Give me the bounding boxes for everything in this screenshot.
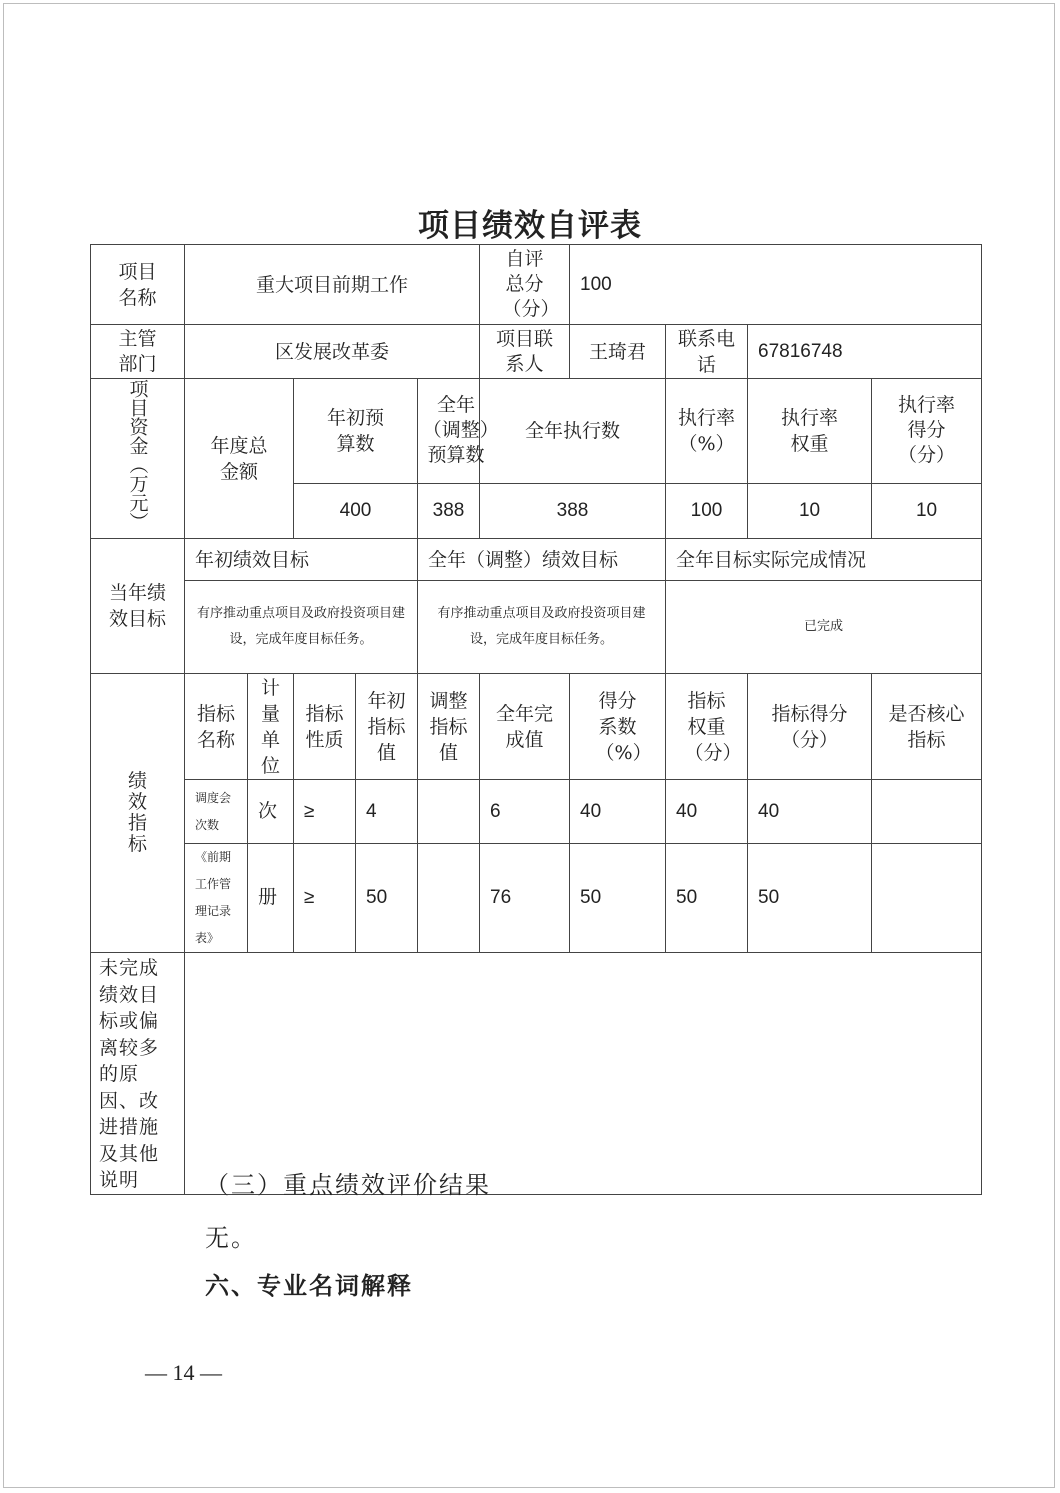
funds-rate-value: 100 <box>666 483 748 538</box>
ind-row-nature: ≥ <box>294 844 356 953</box>
funds-rate-header: 执行率（%） <box>666 379 748 484</box>
contact-name: 王琦君 <box>570 325 666 379</box>
notes-content <box>185 953 982 1195</box>
ind-row-adjusted <box>418 844 480 953</box>
ind-header-score: 指标得分（分） <box>748 674 872 780</box>
table-title: 项目绩效自评表 <box>418 208 642 244</box>
table-row <box>91 780 982 844</box>
ind-header-weight: 指标权重（分） <box>666 674 748 780</box>
ind-header-initial: 年初指标值 <box>356 674 418 780</box>
indicators-label: 绩效指标 <box>91 674 185 953</box>
ind-row-nature: ≥ <box>294 780 356 844</box>
goals-initial-text: 有序推动重点项目及政府投资项目建设，完成年度目标任务。 <box>185 581 418 674</box>
ind-row-score: 50 <box>748 844 872 953</box>
funds-score-header: 执行率得分（分） <box>872 379 982 484</box>
section-3-body: 无。 <box>205 1224 257 1252</box>
total-score: 100 <box>570 245 982 325</box>
phone-label: 联系电话 <box>666 325 748 379</box>
goals-label: 当年绩效目标 <box>91 539 185 674</box>
section-heading-3: （三）重点绩效评价结果 <box>205 1171 491 1199</box>
ind-row-initial: 50 <box>356 844 418 953</box>
ind-header-core: 是否核心指标 <box>872 674 982 780</box>
score-label: 自评总分（分） <box>480 245 570 325</box>
page-number: — 14 — <box>145 1360 222 1385</box>
dept-name: 区发展改革委 <box>185 325 480 379</box>
ind-row-actual: 6 <box>480 780 570 844</box>
funds-score-value: 10 <box>872 483 982 538</box>
goals-actual-text: 已完成 <box>666 581 982 674</box>
goals-adjusted-header: 全年（调整）绩效目标 <box>418 539 666 581</box>
ind-header-nature: 指标性质 <box>294 674 356 780</box>
ind-row-core <box>872 780 982 844</box>
phone-number: 67816748 <box>748 325 982 379</box>
funds-total-label: 年度总金额 <box>185 379 294 539</box>
ind-row-core <box>872 844 982 953</box>
funds-weight-header: 执行率权重 <box>748 379 872 484</box>
funds-adjusted-value: 388 <box>418 483 480 538</box>
ind-row-coef: 40 <box>570 780 666 844</box>
goals-adjusted-text: 有序推动重点项目及政府投资项目建设，完成年度目标任务。 <box>418 581 666 674</box>
ind-row-name: 《前期工作管理记录表》 <box>185 844 248 953</box>
funds-initial-header: 年初预算数 <box>294 379 418 484</box>
ind-header-adjusted: 调整指标值 <box>418 674 480 780</box>
ind-row-name: 调度会次数 <box>185 780 248 844</box>
project-name-label: 项目名称 <box>91 245 185 325</box>
contact-label: 项目联系人 <box>480 325 570 379</box>
ind-row-actual: 76 <box>480 844 570 953</box>
dept-label: 主管部门 <box>91 325 185 379</box>
funds-executed-header: 全年执行数 <box>480 379 666 484</box>
ind-row-weight: 50 <box>666 844 748 953</box>
ind-row-initial: 4 <box>356 780 418 844</box>
ind-header-name: 指标名称 <box>185 674 248 780</box>
ind-row-adjusted <box>418 780 480 844</box>
funds-adjusted-header: 全年（调整）预算数 <box>418 379 480 484</box>
section-heading-6: 六、专业名词解释 <box>205 1272 413 1300</box>
funds-initial-value: 400 <box>294 483 418 538</box>
funds-label: 项目资金（万元） <box>91 379 185 539</box>
ind-row-score: 40 <box>748 780 872 844</box>
ind-row-unit: 次 <box>248 780 294 844</box>
funds-executed-value: 388 <box>480 483 666 538</box>
table-row <box>91 844 982 953</box>
ind-row-unit: 册 <box>248 844 294 953</box>
notes-label: 未完成绩效目标或偏离较多的原因、改进措施及其他说明 <box>91 953 185 1195</box>
goals-actual-header: 全年目标实际完成情况 <box>666 539 982 581</box>
funds-weight-value: 10 <box>748 483 872 538</box>
ind-header-coef: 得分系数（%） <box>570 674 666 780</box>
project-name: 重大项目前期工作 <box>185 245 480 325</box>
goals-initial-header: 年初绩效目标 <box>185 539 418 581</box>
evaluation-table <box>90 244 982 1195</box>
ind-row-weight: 40 <box>666 780 748 844</box>
ind-row-coef: 50 <box>570 844 666 953</box>
ind-header-unit: 计量单位 <box>248 674 294 780</box>
ind-header-actual: 全年完成值 <box>480 674 570 780</box>
